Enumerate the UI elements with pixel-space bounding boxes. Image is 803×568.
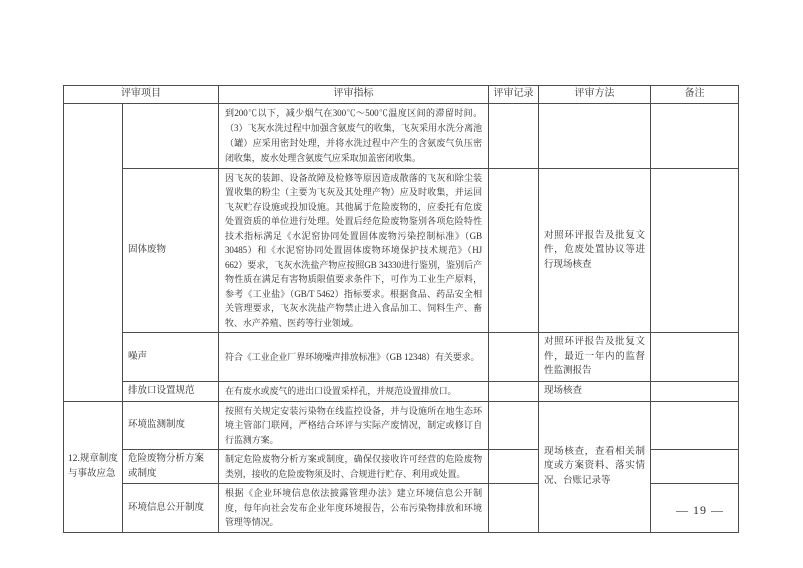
cell-indicator-solid-waste: 因飞灰的装卸、设备故障及检修等原因造成散落的飞灰和除尘装置收集的粉尘（主要为飞灰及其处理产物）应及时收集，并运回飞灰贮存设施或投加设施。其他属于危险废物的，应委托有危废处置资质的单位进行处理。处置后经危险废物鉴别各项危险特性技术指标满足《水泥窑协同处置固体废物污染控制标准》（GB 30485）和《水泥窑协同处置固体废物环境保护技术规范》（HJ 662）要求，飞灰水洗盐产物应按照GB 34330进行鉴别，鉴别后产物性质在满足有害物质限值要求条件下，可作为工业生产原料，参考《工业盐》（GB/T 5462）指标要求。根据食品、药品安全相关管理要求，飞灰水洗盐产物禁止进入食品加工、饲料生产、畜牧、水产养殖、医药等行业领域。 — [219, 168, 489, 333]
cell-remark-flyash — [651, 103, 739, 168]
row-solid-waste — [64, 168, 739, 333]
cell-group-12: 12.规章制度与事故应急 — [64, 401, 123, 532]
cell-record-env-monitoring — [489, 401, 539, 450]
cell-record-flyash — [489, 103, 539, 168]
cell-method-solid-waste: 对照环评报告及批复文件，危废处置协议等进行现场核查 — [539, 168, 651, 333]
row-flyash-continuation — [64, 103, 739, 168]
cell-indicator-hazwaste-analysis: 制定危险废物分析方案或制度，确保仅接收许可经营的危险废物类别，接收的危险废物须及时、合规进行贮存、利用或处置。 — [219, 450, 489, 484]
header-cell-record: 评审记录 — [489, 86, 539, 104]
cell-remark-env-monitoring — [651, 401, 739, 450]
cell-item-empty — [123, 103, 219, 168]
cell-item-env-info: 环境信息公开制度 — [123, 484, 219, 533]
header-cell-indicator: 评审指标 — [219, 86, 489, 104]
cell-remark-hazwaste-analysis — [651, 450, 739, 484]
header-cell-method: 评审方法 — [539, 86, 651, 104]
row-env-monitoring — [64, 401, 739, 450]
cell-method-group-12: 现场核查，查看相关制度或方案资料、落实情况、台账记录等 — [539, 401, 651, 532]
cell-indicator-noise: 符合《工业企业厂界环境噪声排放标准》（GB 12348）有关要求。 — [219, 333, 489, 382]
row-outlet-standard — [64, 381, 739, 401]
page-number: — 19 — — [676, 503, 724, 517]
cell-indicator-flyash: 到200℃以下，减少烟气在300℃～500℃温度区间的滞留时间。（3）飞灰水洗过程中加强含氨废气的收集，飞灰采用水洗分离池（罐）应采用密封处理，并将水洗过程中产生的含氨废气负压密闭收集，废水处理含氨废气应采取加盖密闭收集。 — [219, 103, 489, 168]
cell-record-hazwaste-analysis — [489, 450, 539, 484]
cell-remark-outlet — [651, 381, 739, 401]
cell-record-solid-waste — [489, 168, 539, 333]
review-table — [63, 85, 739, 533]
cell-indicator-env-monitoring: 按照有关规定安装污染物在线监控设备，并与设施所在地生态环境主管部门联网，严格结合环评与实际产废情况，制定或修订自行监测方案。 — [219, 401, 489, 450]
cell-method-outlet: 现场核查 — [539, 381, 651, 401]
cell-remark-noise — [651, 333, 739, 382]
cell-method-flyash — [539, 103, 651, 168]
cell-record-env-info — [489, 484, 539, 533]
cell-item-outlet: 排放口设置规范 — [123, 381, 219, 401]
cell-record-noise — [489, 333, 539, 382]
cell-item-noise: 噪声 — [123, 333, 219, 382]
cell-group-previous — [64, 103, 123, 401]
cell-item-hazwaste-analysis: 危险废物分析方案或制度 — [123, 450, 219, 484]
header-cell-remark: 备注 — [651, 86, 739, 104]
row-noise — [64, 333, 739, 382]
cell-remark-solid-waste — [651, 168, 739, 333]
cell-record-outlet — [489, 381, 539, 401]
cell-item-env-monitoring: 环境监测制度 — [123, 401, 219, 450]
cell-indicator-outlet: 在有废水或废气的进出口设置采样孔，并规范设置排放口。 — [219, 381, 489, 401]
header-cell-project: 评审项目 — [64, 86, 219, 104]
cell-item-solid-waste: 固体废物 — [123, 168, 219, 333]
cell-indicator-env-info: 根据《企业环境信息依法披露管理办法》建立环境信息公开制度，每年向社会发布企业年度环境报告，公布污染物排放和环境管理等情况。 — [219, 484, 489, 533]
table-header-row — [64, 86, 739, 104]
cell-method-noise: 对照环评报告及批复文件，最近一年内的监督性监测报告 — [539, 333, 651, 382]
